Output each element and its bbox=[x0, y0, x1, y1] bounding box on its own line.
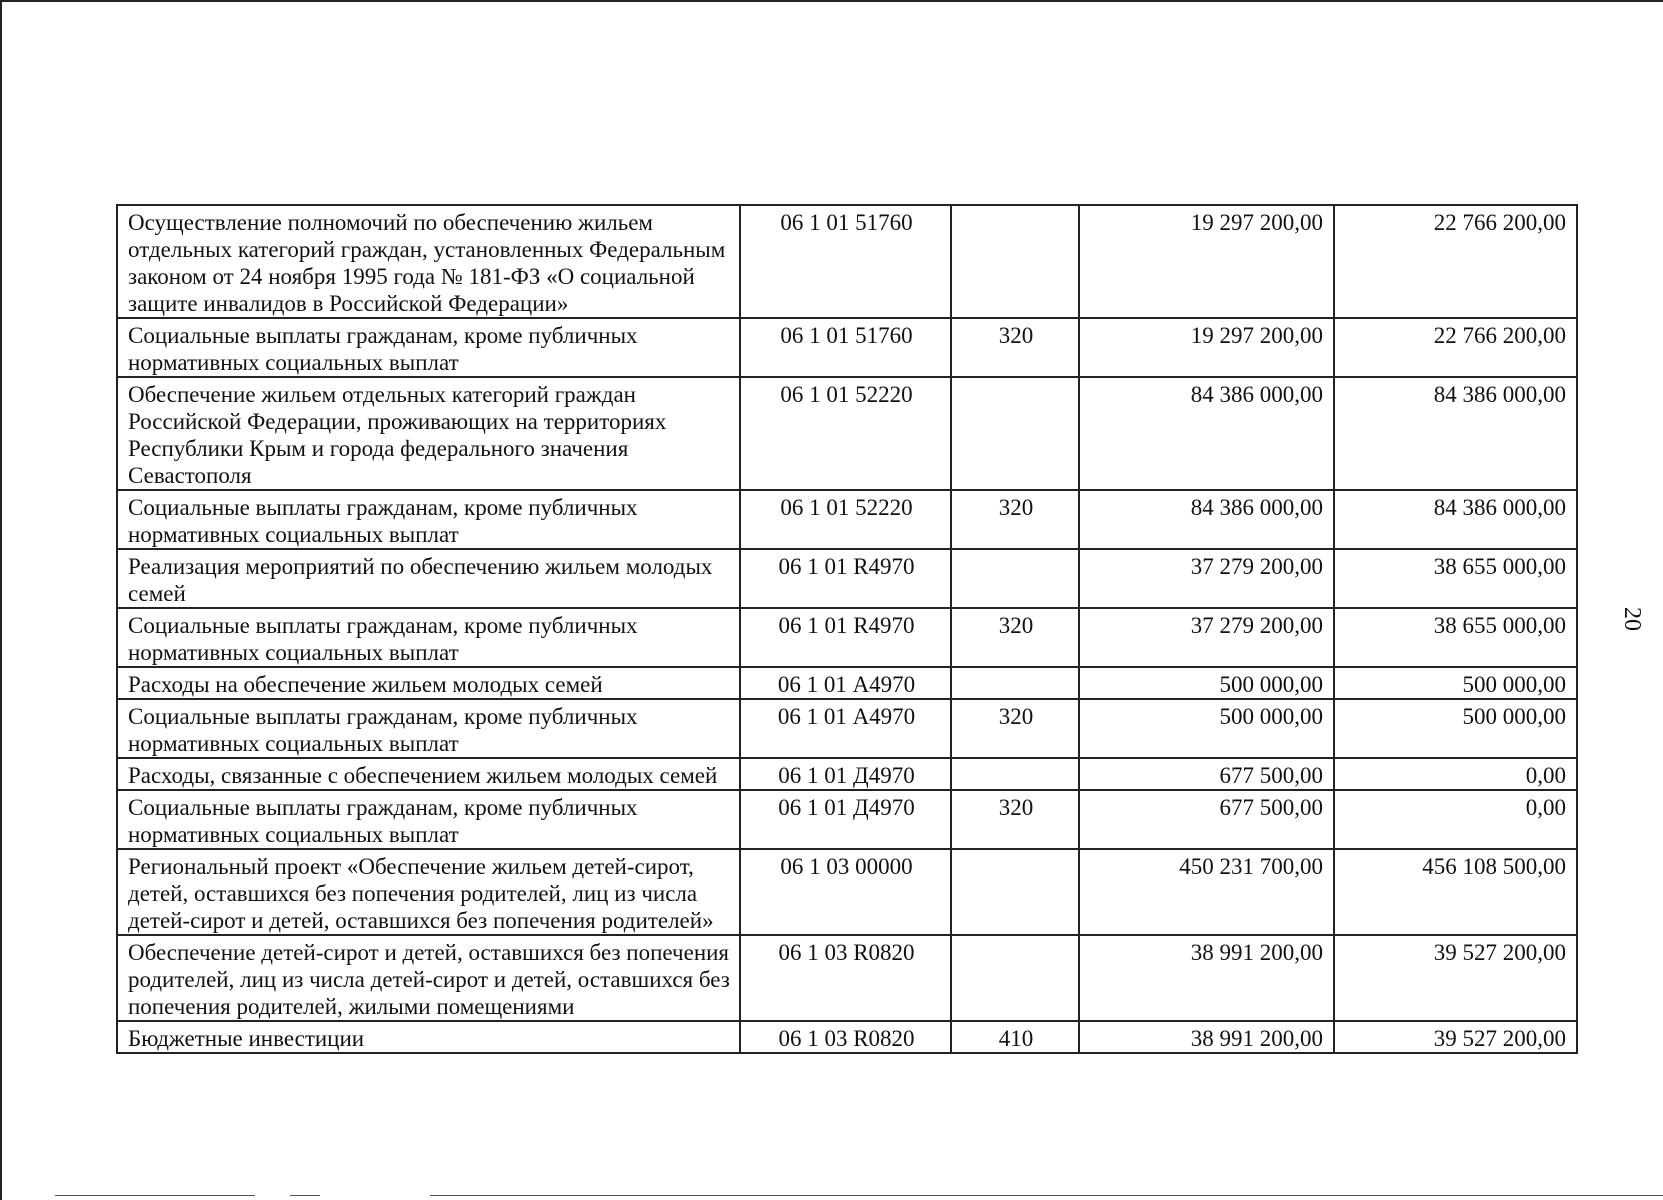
row-name: Социальные выплаты гражданам, кроме публичных нормативных социальных выплат bbox=[117, 490, 740, 549]
row-amount-1: 19 297 200,00 bbox=[1079, 318, 1334, 377]
row-amount-1: 38 991 200,00 bbox=[1079, 1021, 1334, 1053]
row-expense-type bbox=[951, 758, 1079, 790]
row-amount-2: 500 000,00 bbox=[1334, 699, 1577, 758]
row-expense-type bbox=[951, 205, 1079, 318]
row-target-code: 06 1 01 52220 bbox=[740, 490, 951, 549]
row-target-code: 06 1 01 Д4970 bbox=[740, 758, 951, 790]
row-expense-type bbox=[951, 549, 1079, 608]
row-amount-2: 84 386 000,00 bbox=[1334, 490, 1577, 549]
row-target-code: 06 1 01 51760 bbox=[740, 318, 951, 377]
table-row bbox=[117, 608, 1577, 667]
table-row bbox=[117, 377, 1577, 490]
row-target-code: 06 1 03 R0820 bbox=[740, 935, 951, 1021]
row-name: Обеспечение жильем отдельных категорий граждан Российской Федерации, проживающих на территориях Республики Крым и города федерального значения Севастополя bbox=[117, 377, 740, 490]
row-expense-type bbox=[951, 935, 1079, 1021]
table-row bbox=[117, 849, 1577, 935]
footer-rule bbox=[290, 1195, 320, 1196]
row-amount-2: 38 655 000,00 bbox=[1334, 549, 1577, 608]
row-amount-1: 677 500,00 bbox=[1079, 758, 1334, 790]
row-amount-2: 39 527 200,00 bbox=[1334, 1021, 1577, 1053]
row-expense-type: 320 bbox=[951, 318, 1079, 377]
row-amount-1: 450 231 700,00 bbox=[1079, 849, 1334, 935]
footer-rule bbox=[55, 1195, 255, 1196]
row-amount-1: 37 279 200,00 bbox=[1079, 608, 1334, 667]
row-target-code: 06 1 03 00000 bbox=[740, 849, 951, 935]
table-row bbox=[117, 699, 1577, 758]
row-expense-type bbox=[951, 377, 1079, 490]
row-expense-type: 410 bbox=[951, 1021, 1079, 1053]
row-amount-2: 500 000,00 bbox=[1334, 667, 1577, 699]
table-row bbox=[117, 758, 1577, 790]
row-expense-type: 320 bbox=[951, 490, 1079, 549]
row-expense-type bbox=[951, 667, 1079, 699]
row-name: Региональный проект «Обеспечение жильем детей-сирот, детей, оставшихся без попечения родителей, лиц из числа детей-сирот и детей, оставшихся без попечения родителей» bbox=[117, 849, 740, 935]
footer-rule bbox=[430, 1195, 1663, 1196]
row-name: Социальные выплаты гражданам, кроме публичных нормативных социальных выплат bbox=[117, 699, 740, 758]
table-row bbox=[117, 1021, 1577, 1053]
row-target-code: 06 1 01 R4970 bbox=[740, 549, 951, 608]
row-expense-type: 320 bbox=[951, 699, 1079, 758]
table-row bbox=[117, 935, 1577, 1021]
page-left-border bbox=[0, 0, 2, 1200]
table-row bbox=[117, 318, 1577, 377]
row-amount-1: 84 386 000,00 bbox=[1079, 377, 1334, 490]
row-amount-1: 19 297 200,00 bbox=[1079, 205, 1334, 318]
row-target-code: 06 1 01 R4970 bbox=[740, 608, 951, 667]
row-amount-1: 84 386 000,00 bbox=[1079, 490, 1334, 549]
row-amount-1: 500 000,00 bbox=[1079, 667, 1334, 699]
row-target-code: 06 1 01 А4970 bbox=[740, 699, 951, 758]
page-top-border bbox=[0, 0, 1663, 2]
row-amount-2: 84 386 000,00 bbox=[1334, 377, 1577, 490]
row-target-code: 06 1 01 51760 bbox=[740, 205, 951, 318]
row-amount-2: 39 527 200,00 bbox=[1334, 935, 1577, 1021]
row-expense-type: 320 bbox=[951, 608, 1079, 667]
row-target-code: 06 1 01 52220 bbox=[740, 377, 951, 490]
row-amount-2: 0,00 bbox=[1334, 758, 1577, 790]
row-name: Бюджетные инвестиции bbox=[117, 1021, 740, 1053]
row-amount-2: 38 655 000,00 bbox=[1334, 608, 1577, 667]
row-target-code: 06 1 03 R0820 bbox=[740, 1021, 951, 1053]
row-amount-1: 38 991 200,00 bbox=[1079, 935, 1334, 1021]
page-number: 20 bbox=[1619, 607, 1645, 631]
row-target-code: 06 1 01 А4970 bbox=[740, 667, 951, 699]
row-name: Расходы на обеспечение жильем молодых семей bbox=[117, 667, 740, 699]
table-row bbox=[117, 490, 1577, 549]
row-amount-2: 22 766 200,00 bbox=[1334, 318, 1577, 377]
table-row bbox=[117, 667, 1577, 699]
row-expense-type: 320 bbox=[951, 790, 1079, 849]
table-row bbox=[117, 549, 1577, 608]
row-amount-1: 500 000,00 bbox=[1079, 699, 1334, 758]
row-amount-2: 22 766 200,00 bbox=[1334, 205, 1577, 318]
budget-expenditure-table bbox=[116, 204, 1578, 1054]
row-amount-1: 677 500,00 bbox=[1079, 790, 1334, 849]
table-row bbox=[117, 205, 1577, 318]
row-name: Реализация мероприятий по обеспечению жильем молодых семей bbox=[117, 549, 740, 608]
row-name: Осуществление полномочий по обеспечению жильем отдельных категорий граждан, установленных Федеральным законом от 24 ноября 1995 года № 181-ФЗ «О социальной защите инвалидов в Российской Федерации» bbox=[117, 205, 740, 318]
row-amount-1: 37 279 200,00 bbox=[1079, 549, 1334, 608]
row-name: Расходы, связанные с обеспечением жильем молодых семей bbox=[117, 758, 740, 790]
row-name: Социальные выплаты гражданам, кроме публичных нормативных социальных выплат bbox=[117, 790, 740, 849]
table-row bbox=[117, 790, 1577, 849]
row-name: Социальные выплаты гражданам, кроме публичных нормативных социальных выплат bbox=[117, 318, 740, 377]
row-amount-2: 0,00 bbox=[1334, 790, 1577, 849]
row-name: Обеспечение детей-сирот и детей, оставшихся без попечения родителей, лиц из числа детей-сирот и детей, оставшихся без попечения родителей, жилыми помещениями bbox=[117, 935, 740, 1021]
row-name: Социальные выплаты гражданам, кроме публичных нормативных социальных выплат bbox=[117, 608, 740, 667]
row-expense-type bbox=[951, 849, 1079, 935]
row-target-code: 06 1 01 Д4970 bbox=[740, 790, 951, 849]
row-amount-2: 456 108 500,00 bbox=[1334, 849, 1577, 935]
